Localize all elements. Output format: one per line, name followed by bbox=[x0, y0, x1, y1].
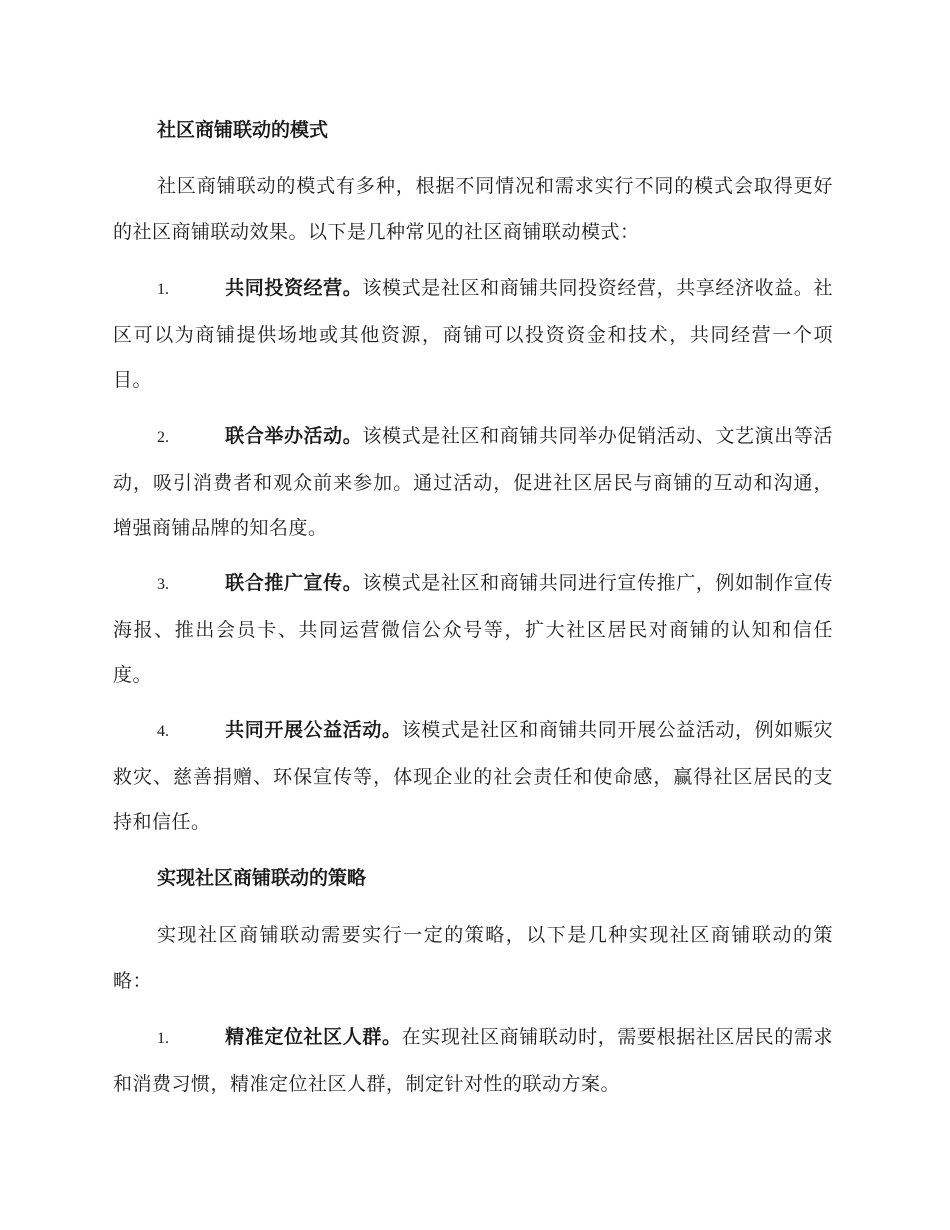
list-item-text: 该模式是社区和商铺共同开展公益活动，例如赈灾救灾、慈善捐赠、环保宣传等，体现企业的社会责任和使命感，赢得社区居民的支持和信任。 bbox=[113, 719, 833, 833]
list-item bbox=[113, 708, 833, 846]
list-number: 3. bbox=[157, 576, 169, 593]
list-number: 4. bbox=[157, 723, 169, 740]
list-item bbox=[113, 561, 833, 699]
list-item bbox=[113, 266, 833, 404]
list-number: 1. bbox=[157, 1030, 169, 1047]
list-item bbox=[113, 414, 833, 552]
list-item-text: 该模式是社区和商铺共同举办促销活动、文艺演出等活动，吸引消费者和观众前来参加。通过活动，促进社区居民与商铺的互动和沟通，增强商铺品牌的知名度。 bbox=[113, 425, 833, 539]
list-item-title: 联合举办活动。 bbox=[225, 425, 363, 447]
list-item-text: 在实现社区商铺联动时，需要根据社区居民的需求和消费习惯，精准定位社区人群，制定针对性的联动方案。 bbox=[113, 1026, 833, 1095]
section-intro-modes: 社区商铺联动的模式有多种，根据不同情况和需求实行不同的模式会取得更好的社区商铺联动效果。以下是几种常见的社区商铺联动模式： bbox=[113, 175, 833, 243]
list-item-title: 共同开展公益活动。 bbox=[225, 719, 402, 741]
list-item-title: 联合推广宣传。 bbox=[225, 572, 363, 594]
list-item bbox=[113, 1015, 833, 1107]
list-item-text: 该模式是社区和商铺共同投资经营，共享经济收益。社区可以为商铺提供场地或其他资源，商铺可以投资资金和技术，共同经营一个项目。 bbox=[113, 277, 833, 391]
section-heading-modes: 社区商铺联动的模式 bbox=[157, 119, 329, 141]
list-number: 2. bbox=[157, 429, 169, 446]
list-item-title: 精准定位社区人群。 bbox=[225, 1026, 402, 1048]
section-heading-strategies: 实现社区商铺联动的策略 bbox=[157, 867, 367, 889]
list-item-text: 该模式是社区和商铺共同进行宣传推广，例如制作宣传海报、推出会员卡、共同运营微信公众号等，扩大社区居民对商铺的认知和信任度。 bbox=[113, 572, 833, 686]
list-item-title: 共同投资经营。 bbox=[225, 277, 363, 299]
section-intro-strategies: 实现社区商铺联动需要实行一定的策略，以下是几种实现社区商铺联动的策略： bbox=[113, 924, 833, 992]
list-number: 1. bbox=[157, 281, 169, 298]
